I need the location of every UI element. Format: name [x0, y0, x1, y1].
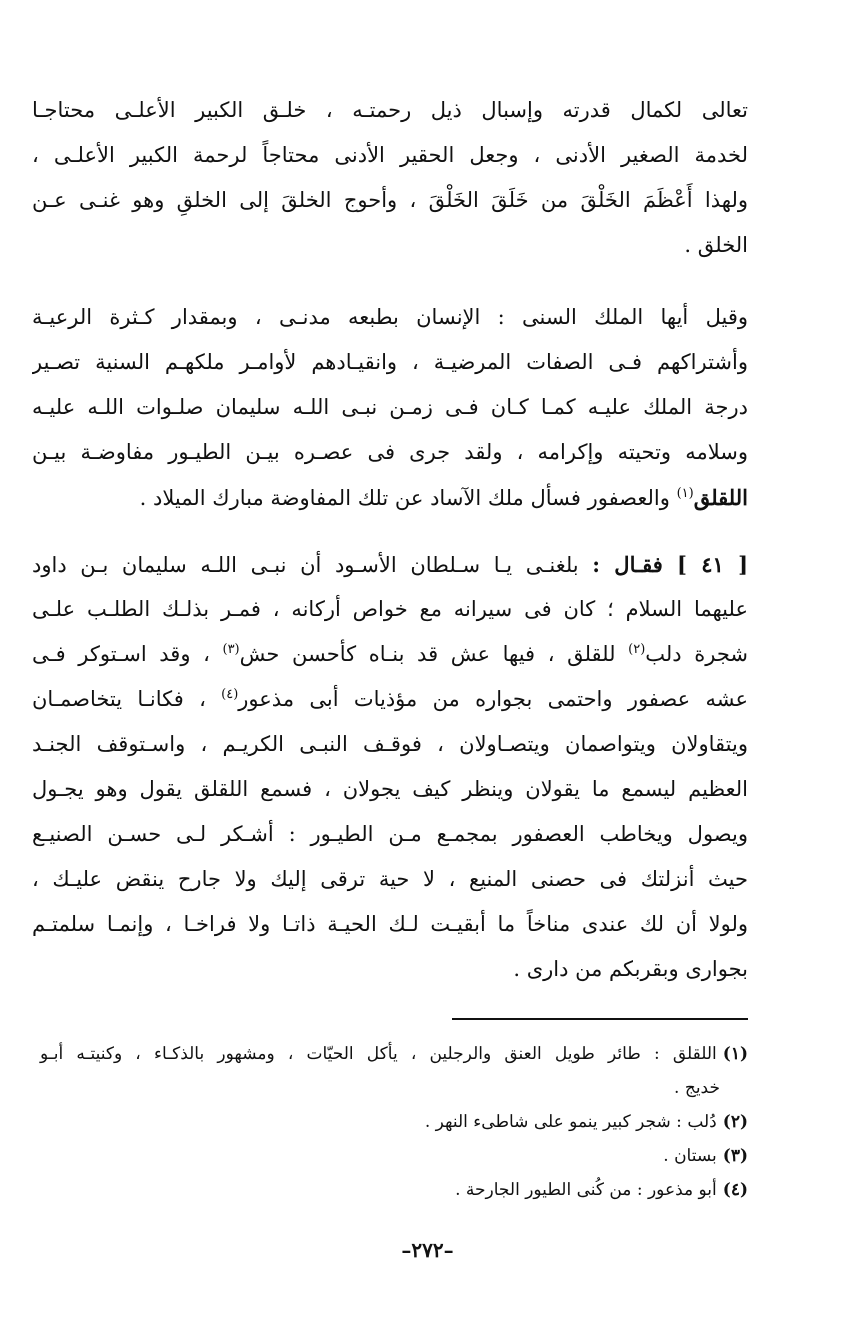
paragraph-2 — [32, 295, 748, 520]
text-run: والعصفور فسأل ملك الآساد عن تلك المفاوضة مبارك الميلاد . — [139, 486, 677, 510]
text-line — [32, 475, 748, 520]
text-run: بلغنـى يـا سـلطان الأسـود أن نبـى اللـه سليمان بـن داود — [32, 553, 593, 577]
footnote-ref: (١) — [676, 486, 694, 501]
term-laqlaq: اللقلق — [693, 485, 748, 510]
text-line: ويتقاولان ويتواصمان ويتصـاولان ، فوقـف النبـى الكريـم ، واسـتوقف الجنـد — [32, 732, 748, 756]
paragraph-3 — [32, 542, 748, 992]
footnote-text: دُلب : شجر كبير ينمو على شاطىء النهر . — [424, 1112, 717, 1132]
text-run: ، وقد اسـتوكر فـى — [32, 642, 223, 666]
footnotes — [40, 1037, 748, 1207]
text-line — [32, 542, 748, 587]
text-line: وقيل أيها الملك السنى : الإنسان بطبعه مدنـى ، وبمقدار كـثرة الرعيـة — [32, 305, 748, 329]
footnote-item — [40, 1105, 748, 1139]
footnote-number: (٢) — [722, 1112, 748, 1132]
text-line: بجوارى وبقربكم من دارى . — [513, 957, 748, 981]
text-line: ولهذا أَعْظَمَ الخَلْقَ من خَلَقَ الخَلْقَ ، وأحوج الخلقَ إلى الخلقِ وهو غنـى عـن — [32, 188, 748, 212]
footnote-text: اللقلق : طائر طويل العنق والرجلين ، يأكل الحيّات ، ومشهور بالذكـاء ، وكنيتـه أبـو — [40, 1044, 717, 1064]
text-line: ويصول ويخاطب العصفور بمجمـع مـن الطيـور : أشـكر لـى حسـن الصنيـع — [32, 822, 748, 846]
text-line: ولولا أن لك عندى مناخاً ما أبقيـت لـك الحيـة ذاتـا ولا فراخـا ، وإنمـا سلمتـم — [32, 912, 748, 936]
text-run: ، فكانـا يتخاصمـان — [32, 687, 222, 711]
footnote-item — [40, 1037, 748, 1071]
text-line: تعالى لكمال قدرته وإسبال ذيل رحمتـه ، خلـق الكبير الأعلـى محتاجـا — [32, 98, 748, 122]
paragraph-1 — [32, 88, 748, 268]
footnote-item — [40, 1071, 748, 1105]
footnote-number: (٤) — [722, 1180, 748, 1200]
text-line: وسلامه وتحيته وإكرامه ، ولقد جرى فى عصـره بيـن الطيـور مفاوضـة بيـن — [32, 440, 748, 464]
text-line: العظيم ليسمع ما يقولان وينظر كيف يجولان ، فسمع اللقلق يقول وهو يجـول — [32, 777, 748, 801]
footnote-ref: (٢) — [628, 642, 646, 657]
section-lead: [ ٤١ ] فقـال : — [592, 552, 748, 577]
text-line — [32, 632, 748, 677]
text-line: حيث أنزلتك فى حصنى المنيع ، لا حية ترقى إليك ولا جارح ينقض عليـك ، — [32, 867, 748, 891]
footnote-text: بستان . — [663, 1146, 717, 1166]
footnote-ref: (٣) — [222, 642, 240, 657]
text-line: الخلق . — [684, 233, 748, 257]
text-run: عشه عصفور واحتمى بجواره من مؤذيات أبى مذعور — [238, 687, 748, 711]
footnote-ref: (٤) — [221, 687, 239, 702]
footnote-number: (١) — [722, 1044, 748, 1064]
text-line: وأشتراكهم فـى الصفات المرضيـة ، وانقيـادهم لأوامـر ملكهـم السنية تصـير — [32, 350, 748, 374]
text-run: شجرة دلب — [645, 642, 748, 666]
text-line — [32, 677, 748, 722]
footnote-item — [40, 1139, 748, 1173]
page-number: –٢٧٢– — [401, 1238, 454, 1262]
footnote-item — [40, 1173, 748, 1207]
text-line: عليهما السلام ؛ كان فى سيرانه مع خواص أركانه ، فمـر بذلـك الطلـب علـى — [32, 597, 748, 621]
footnote-number: (٣) — [722, 1146, 748, 1166]
footnote-divider — [452, 1018, 748, 1020]
text-run: للقلق ، فيها عش قد بنـاه كأحسن حش — [239, 642, 629, 666]
text-line: لخدمة الصغير الأدنى ، وجعل الحقير الأدنى محتاجاً لرحمة الكبير الأعلـى ، — [32, 143, 748, 167]
text-line: درجة الملك عليـه كمـا كـان فـى زمـن نبـى اللـه سليمان صلـوات اللـه عليـه — [32, 395, 748, 419]
footnote-text: خديج . — [674, 1078, 720, 1098]
footnote-text: أبو مذعور : من كُنى الطيور الجارحة . — [455, 1180, 717, 1200]
